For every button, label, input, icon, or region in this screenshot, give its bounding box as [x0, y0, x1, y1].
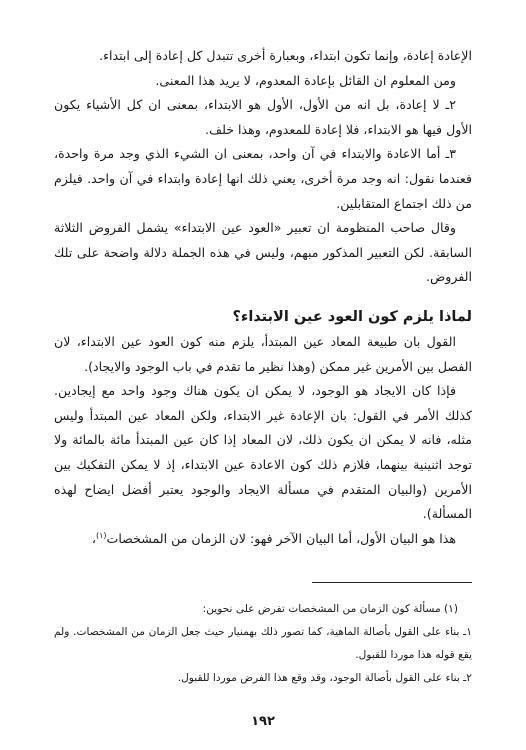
paragraph — [54, 527, 472, 552]
paragraph-punctuation: ، — [91, 530, 96, 546]
paragraph-text: هذا هو البيان الأول، أما البيان الآخر فهو: لان الزمان من المشخصات — [106, 530, 456, 546]
page-number: ١٩٢ — [251, 714, 275, 729]
paragraph: فإذا كان الايجاد هو الوجود، لا يمكن ان يكون هناك وجود واحد مع إيجادين. كذلك الأمر في القول: بان الإعادة غير الابتداء، ولكن المعاد عين المبتدأ وليس مثله، فانه لا يمكن ان يكون ذلك، لان المعاد إذا كان عين المبتدأ مائة بالمائة ولا توجد اثنينية بينهما، فلازم ذلك كون الاعادة عين الابتداء، إذ لا يمكن التفكيك بين الأمرين (والبيان المتقدم في مسألة الايجاد والوجود يعتبر أفضل ايضاح لهذه المسألة). — [54, 383, 472, 522]
section-heading: لماذا يلزم كون العود عين الابتداء؟ — [232, 308, 472, 325]
footnote-item: ١ـ بناء على القول بأصالة الماهية، كما تصور ذلك بهمنيار حيث جعل الزمان من المشخصات. ولم يقع قوله هذا موردا للقبول. — [54, 626, 472, 661]
footnote-item: ٢ـ بناء على القول بأصالة الوجود، وقد وقع هذا الفرض موردا للقبول. — [177, 672, 472, 684]
paragraph: ٣ـ أما الاعادة والابتداء في آن واحد، بمعنى ان الشيء الذي وجد مرة واحدة، فعندما نقول: انه وجد مرة أخرى، يعني ذلك انها إعادة وابتداء في آن واحد. فيلزم من ذلك اجتماع المتقابلين. — [54, 146, 472, 211]
footnote-intro: (١) مسألة كون الزمان من المشخصات تفرض على نحوين: — [202, 603, 458, 615]
paragraph: القول بان طبيعة المعاد عين المبتدأ، يلزم منه كون العود عين الابتداء، لان الفصل بين الأمرين غير ممكن (وهذا نظير ما تقدم في باب الوجود والايجاد). — [54, 333, 472, 374]
footnote-marker[interactable]: (١) — [95, 530, 107, 540]
paragraph: ومن المعلوم ان القائل بإعادة المعدوم، لا يريد هذا المعنى. — [155, 72, 456, 88]
paragraph: ٢ـ لا إعادة، بل انه من الأول، الأول هو الابتداء، بمعنى ان كل الأشياء يكون الأول فيها هو الابتداء، فلا إعادة للمعدوم، وهذا خلف. — [54, 97, 472, 137]
footnotes — [54, 598, 472, 690]
paragraph: الإعادة إعادة، وإنما تكون ابتداء، وبعبارة أخرى تتبدل كل إعادة إلى ابتداء. — [99, 48, 472, 63]
footnote-separator — [312, 582, 472, 583]
main-text — [54, 44, 472, 551]
paragraph: وقال صاحب المنظومة ان تعبير «العود عين الابتداء» يشمل الفروض الثلاثة السابقة. لكن التعبير المذكور مبهم، وليس في هذه الجملة دلالة واضحة على تلك الفروض. — [54, 220, 472, 285]
